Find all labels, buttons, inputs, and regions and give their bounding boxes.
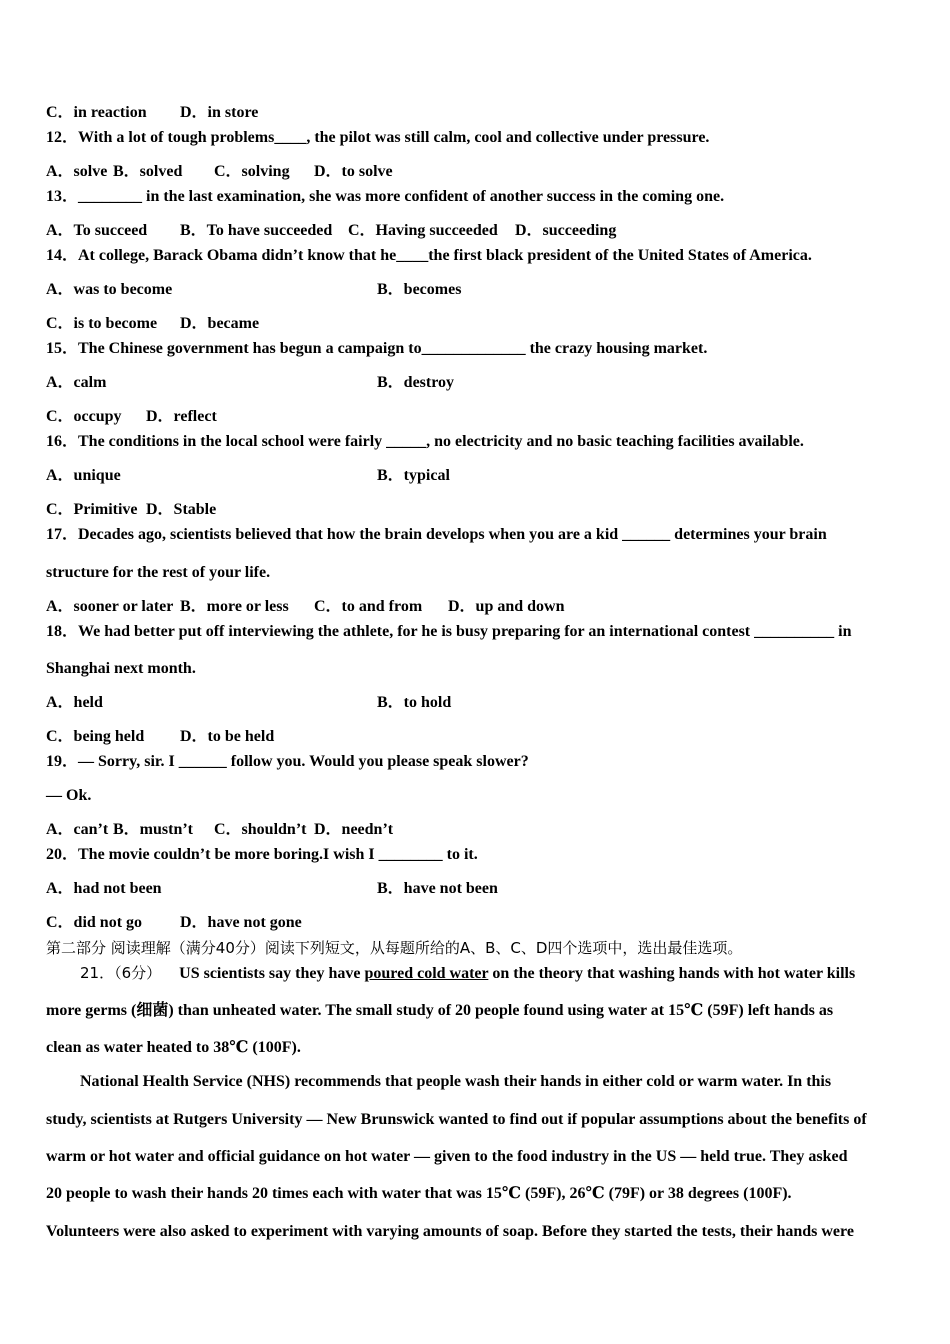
part-2-heading: 第二部分 阅读理解（满分40分）阅读下列短文，从每题所给的A、B、C、D四个选项中，选出最佳选项。	[46, 939, 743, 957]
paragraph-1-line-3: clean as water heated to 38℃ (100F).	[46, 1039, 301, 1056]
q15-option-c: C．occupy	[46, 408, 122, 425]
q19-option-d: D．needn’t	[314, 821, 394, 838]
question-17-line-2: structure for the rest of your life.	[46, 564, 271, 581]
q15-option-d: D．reflect	[146, 408, 217, 425]
paragraph-1-line-2: more germs (细菌) than unheated water. The small study of 20 people found using water at 15℃ (59F) left hands as	[46, 1002, 834, 1019]
q14-option-a: A．was to become	[46, 281, 173, 298]
q18-option-c: C．being held	[46, 728, 145, 745]
question-17-line-1: 17．Decades ago, scientists believed that how the brain develops when you are a kid ______ determines your brain	[46, 526, 827, 543]
q14-option-c: C．is to become	[46, 315, 158, 332]
q12-option-b: B．solved	[113, 163, 183, 180]
q13-option-c: C．Having succeeded	[348, 222, 498, 239]
question-21-text-start: US scientists say they have	[179, 965, 365, 982]
q13-option-b: B．To have succeeded	[180, 222, 333, 239]
q15-option-a: A．calm	[46, 374, 107, 391]
paragraph-2-line-1: National Health Service (NHS) recommends that people wash their hands in either cold or warm water. In this	[80, 1073, 832, 1090]
q11-option-d: D．in store	[180, 104, 259, 121]
q18-option-a: A．held	[46, 694, 103, 711]
question-13: 13．________ in the last examination, she was more confident of another success in the coming one.	[46, 188, 725, 205]
question-21-number: 21．（6分）	[80, 964, 162, 982]
q18-option-b: B．to hold	[377, 694, 452, 711]
q12-option-c: C．solving	[214, 163, 290, 180]
question-14: 14．At college, Barack Obama didn’t know that he____the first black president of the United States of America.	[46, 247, 812, 264]
q14-option-b: B．becomes	[377, 281, 462, 298]
q15-option-b: B．destroy	[377, 374, 455, 391]
question-15: 15．The Chinese government has begun a campaign to_____________ the crazy housing market.	[46, 340, 708, 357]
q20-option-b: B．have not been	[377, 880, 498, 897]
question-21-line-1	[80, 963, 855, 984]
q19-option-c: C．shouldn’t	[214, 821, 307, 838]
q14-option-d: D．became	[180, 315, 260, 332]
q17-option-d: D．up and down	[448, 598, 565, 615]
q17-option-a: A．sooner or later	[46, 598, 174, 615]
q16-option-a: A．unique	[46, 467, 121, 484]
q18-option-d: D．to be held	[180, 728, 275, 745]
q12-option-a: A．solve	[46, 163, 108, 180]
question-18-line-1: 18．We had better put off interviewing the athlete, for he is busy preparing for an international contest __________ in	[46, 623, 852, 640]
q16-option-c: C．Primitive	[46, 501, 138, 518]
q12-option-d: D．to solve	[314, 163, 393, 180]
question-16: 16．The conditions in the local school were fairly _____, no electricity and no basic teaching facilities available.	[46, 433, 804, 450]
question-21-text-end: on the theory that washing hands with hot water kills	[488, 965, 856, 982]
question-19-line-1: 19．— Sorry, sir. I ______ follow you. Would you please speak slower?	[46, 753, 529, 770]
q20-option-c: C．did not go	[46, 914, 143, 931]
q13-option-d: D．succeeding	[515, 222, 617, 239]
q20-option-d: D．have not gone	[180, 914, 302, 931]
q19-option-a: A．can’t	[46, 821, 109, 838]
underlined-phrase: poured cold water	[364, 965, 489, 982]
q16-option-b: B．typical	[377, 467, 450, 484]
question-20: 20．The movie couldn’t be more boring.I wish I ________ to it.	[46, 846, 478, 863]
paragraph-2-line-5: Volunteers were also asked to experiment with varying amounts of soap. Before they started the tests, their hands were	[46, 1223, 854, 1240]
q17-option-b: B．more or less	[180, 598, 289, 615]
q11-option-c: C．in reaction	[46, 104, 147, 121]
question-18-line-2: Shanghai next month.	[46, 660, 196, 677]
paragraph-2-line-4: 20 people to wash their hands 20 times each with water that was 15℃ (59F), 26℃ (79F) or 38 degrees (100F).	[46, 1185, 792, 1202]
question-19-line-2: — Ok.	[46, 787, 92, 804]
q20-option-a: A．had not been	[46, 880, 162, 897]
paragraph-2-line-3: warm or hot water and official guidance on hot water — given to the food industry in the US — held true. They asked	[46, 1148, 848, 1165]
q13-option-a: A．To succeed	[46, 222, 148, 239]
q17-option-c: C．to and from	[314, 598, 423, 615]
question-12: 12．With a lot of tough problems____, the pilot was still calm, cool and collective under pressure.	[46, 129, 710, 146]
q19-option-b: B．mustn’t	[113, 821, 194, 838]
q16-option-d: D．Stable	[146, 501, 217, 518]
paragraph-2-line-2: study, scientists at Rutgers University — New Brunswick wanted to find out if popular assumptions about the benefits of	[46, 1111, 867, 1128]
